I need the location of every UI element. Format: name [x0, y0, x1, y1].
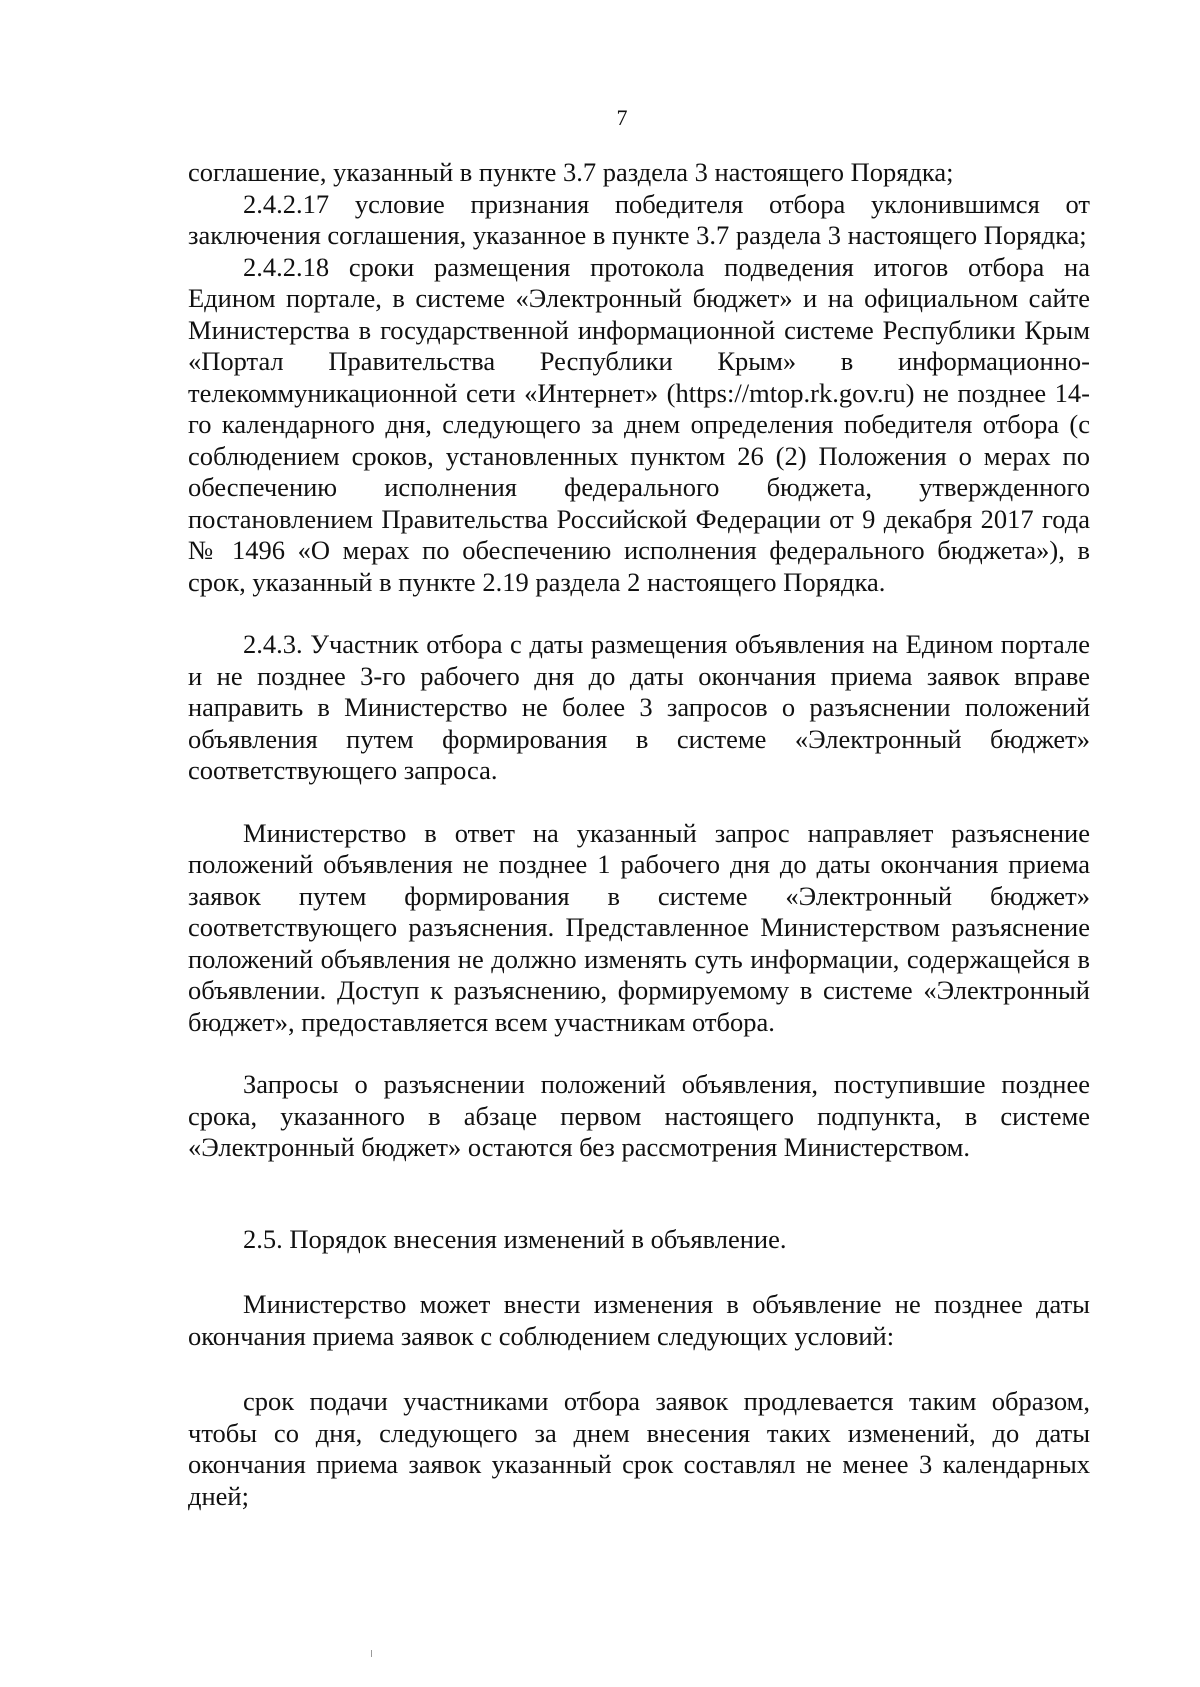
paragraph-late-requests: Запросы о разъяснении положений объявления, поступившие позднее срока, указанного в абзаце первом настоящего подпункта, в системе «Электронный бюджет» остаются без рассмотрения Министерством.: [188, 1069, 1090, 1162]
section-heading-2-5: 2.5. Порядок внесения изменений в объявление.: [243, 1223, 787, 1254]
paragraph-ministry-changes: Министерство может внести изменения в объявление не позднее даты окончания приема заявок с соблюдением следующих условий:: [188, 1289, 1090, 1351]
paragraph-2-4-2-17: 2.4.2.17 условие признания победителя отбора уклонившимся от заключения соглашения, указанное в пункте 3.7 раздела 3 настоящего Порядка;: [188, 188, 1090, 250]
page-number: 7: [616, 105, 628, 130]
paragraph-2-4-2-18: 2.4.2.18 сроки размещения протокола подведения итогов отбора на Едином портале, в системе «Электронный бюджет» и на официальном сайте Министерства в государственной информационной системе Республики Крым «Портал Правительства Республики Крым» в информационно-телекоммуникационной сети «Интернет» (https://mtop.rk.gov.ru) не позднее 14-го календарного дня, следующего за днем определения победителя отбора (с соблюдением сроков, установленных пунктом 26 (2) Положения о мерах по обеспечению исполнения федерального бюджета, утвержденного постановлением Правительства Российской Федерации от 9 декабря 2017 года № 1496 «О мерах по обеспечению исполнения федерального бюджета»), в срок, указанный в пункте 2.19 раздела 2 настоящего Порядка.: [188, 251, 1090, 597]
paragraph-continuation: соглашение, указанный в пункте 3.7 раздела 3 настоящего Порядка;: [188, 157, 954, 187]
paragraph-ministry-response: Министерство в ответ на указанный запрос направляет разъяснение положений объявления не позднее 1 рабочего дня до даты окончания приема заявок путем формирования в системе «Электронный бюджет» соответствующего разъяснения. Представленное Министерством разъяснение положений объявления не должно изменять суть информации, содержащейся в объявлении. Доступ к разъяснению, формируемому в системе «Электронный бюджет», предоставляется всем участникам отбора.: [188, 817, 1090, 1037]
scan-artifact: [371, 1650, 372, 1657]
paragraph-deadline-extension: срок подачи участниками отбора заявок продлевается таким образом, чтобы со дня, следующего за днем внесения таких изменений, до даты окончания приема заявок указанный срок составлял не менее 3 календарных дней;: [188, 1386, 1090, 1511]
paragraph-2-4-3: 2.4.3. Участник отбора с даты размещения объявления на Едином портале и не позднее 3-го рабочего дня до даты окончания приема заявок вправе направить в Министерство не более 3 запросов о разъяснении положений объявления путем формирования в системе «Электронный бюджет» соответствующего запроса.: [188, 629, 1090, 785]
document-body: [188, 157, 1090, 1512]
